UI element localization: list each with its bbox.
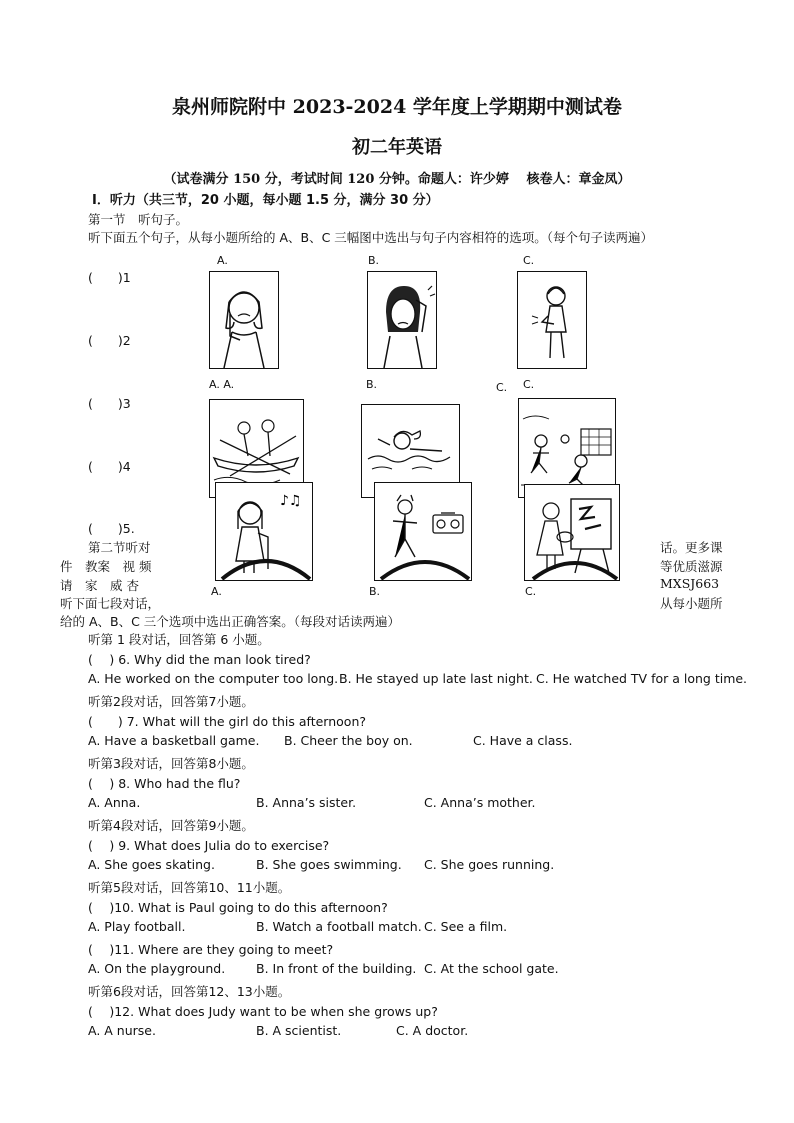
row2-letter-b: B. <box>366 378 378 391</box>
q6-question: ( ) 6. Why did the man look tired? <box>88 652 311 667</box>
q8-option-a: A. Anna. <box>88 795 141 810</box>
q7-option-b: B. Cheer the boy on. <box>284 733 413 748</box>
q10-intro: 听第5段对话，回答第10、11小题。 <box>88 880 291 895</box>
q9-intro: 听第4段对话，回答第9小题。 <box>88 818 254 833</box>
part2-right-2: 等优质滋源 <box>660 559 723 574</box>
picture-toothache <box>209 271 279 369</box>
q8-option-b: B. Anna’s sister. <box>256 795 357 810</box>
q9-option-a: A. She goes skating. <box>88 857 215 872</box>
part2-right-4: 从每小题所 <box>660 596 723 611</box>
picture-singing <box>215 482 313 581</box>
q5-label: ( )5. <box>88 521 135 536</box>
page-subtitle: 初二年英语 <box>352 137 442 158</box>
part2-line: 听下面七段对话， <box>60 596 161 611</box>
q6-option-c: C. He watched TV for a long time. <box>536 671 748 686</box>
picture-dancing <box>374 482 472 581</box>
q3-label: ( )3 <box>88 396 131 411</box>
row3-letter-b: B. <box>369 585 381 598</box>
row1-letter-a: A. <box>217 254 228 267</box>
q12-option-b: B. A scientist. <box>256 1023 342 1038</box>
part1-instruction: 听下面五个句子，从每小题所给的 A、B、C 三幅图中选出与句子内容相符的选项。（每个句子读两遍） <box>88 230 654 245</box>
q11-question: ( )11. Where are they going to meet? <box>88 942 334 957</box>
q9-option-b: B. She goes swimming. <box>256 857 402 872</box>
part2-line2: 给的 A、B、C 三个选项中选出正确答案。（每段对话读两遍） <box>60 614 401 629</box>
q7-question: ( ) 7. What will the girl do this afternoon? <box>88 714 367 729</box>
q12-intro: 听第6段对话，回答第12、13小题。 <box>88 984 291 999</box>
part2-left-1: 第二节听对 <box>88 540 151 555</box>
section-heading: I．听力（共三节，20 小题，每小题 1.5 分，满分 30 分） <box>92 193 439 208</box>
q9-option-c: C. She goes running. <box>424 857 555 872</box>
picture-headache <box>367 271 437 369</box>
q12-option-a: A. A nurse. <box>88 1023 156 1038</box>
q9-question: ( ) 9. What does Julia do to exercise? <box>88 838 330 853</box>
row3-letter-c: C. <box>525 585 537 598</box>
q11-option-c: C. At the school gate. <box>424 961 559 976</box>
part2-left-2: 件 教案 视 频 <box>60 559 152 574</box>
page-title: 泉州师院附中 2023-2024 学年度上学期期中测试卷 <box>172 96 622 118</box>
row2-letter-c1: C. <box>496 381 508 394</box>
q10-option-c: C. See a film. <box>424 919 508 934</box>
q11-option-a: A. On the playground. <box>88 961 226 976</box>
q7-option-a: A. Have a basketball game. <box>88 733 260 748</box>
q7-intro: 听第2段对话，回答第7小题。 <box>88 694 254 709</box>
q12-question: ( )12. What does Judy want to be when she grows up? <box>88 1004 438 1019</box>
row2-letter-c2: C. <box>523 378 535 391</box>
svg-text:♪♫: ♪♫ <box>280 493 302 509</box>
part2-right-1: 话。更多课 <box>660 540 723 555</box>
picture-stomachache <box>517 271 587 369</box>
part2-right-3: MXSJ663 <box>660 576 720 591</box>
row1-letter-b: B. <box>368 254 380 267</box>
q10-option-b: B. Watch a football match. <box>256 919 422 934</box>
q2-label: ( )2 <box>88 333 131 348</box>
q6-option-b: B. He stayed up late last night. <box>339 671 533 686</box>
part1-title: 第一节 听句子。 <box>88 212 189 227</box>
picture-football <box>518 398 616 498</box>
picture-painting <box>524 484 620 581</box>
q6-intro: 听第 1 段对话，回答第 6 小题。 <box>88 632 270 647</box>
part2-left-3: 请 家 威 杏 <box>60 578 139 593</box>
q8-question: ( ) 8. Who had the flu? <box>88 776 241 791</box>
row3-letter-a: A. <box>211 585 222 598</box>
row1-letter-c: C. <box>523 254 535 267</box>
q1-label: ( )1 <box>88 270 131 285</box>
q10-question: ( )10. What is Paul going to do this afternoon? <box>88 900 388 915</box>
q10-option-a: A. Play football. <box>88 919 186 934</box>
q7-option-c: C. Have a class. <box>473 733 573 748</box>
exam-info: （试卷满分 150 分，考试时间 120 分钟。命题人：许少婷 核卷人：章金凤） <box>163 172 631 187</box>
q8-option-c: C. Anna’s mother. <box>424 795 536 810</box>
q4-label: ( )4 <box>88 459 131 474</box>
q12-option-c: C. A doctor. <box>396 1023 469 1038</box>
q11-option-b: B. In front of the building. <box>256 961 417 976</box>
row2-letter-a: A. A. <box>209 378 235 391</box>
q8-intro: 听第3段对话，回答第8小题。 <box>88 756 254 771</box>
q6-option-a: A. He worked on the computer too long. <box>88 671 339 686</box>
